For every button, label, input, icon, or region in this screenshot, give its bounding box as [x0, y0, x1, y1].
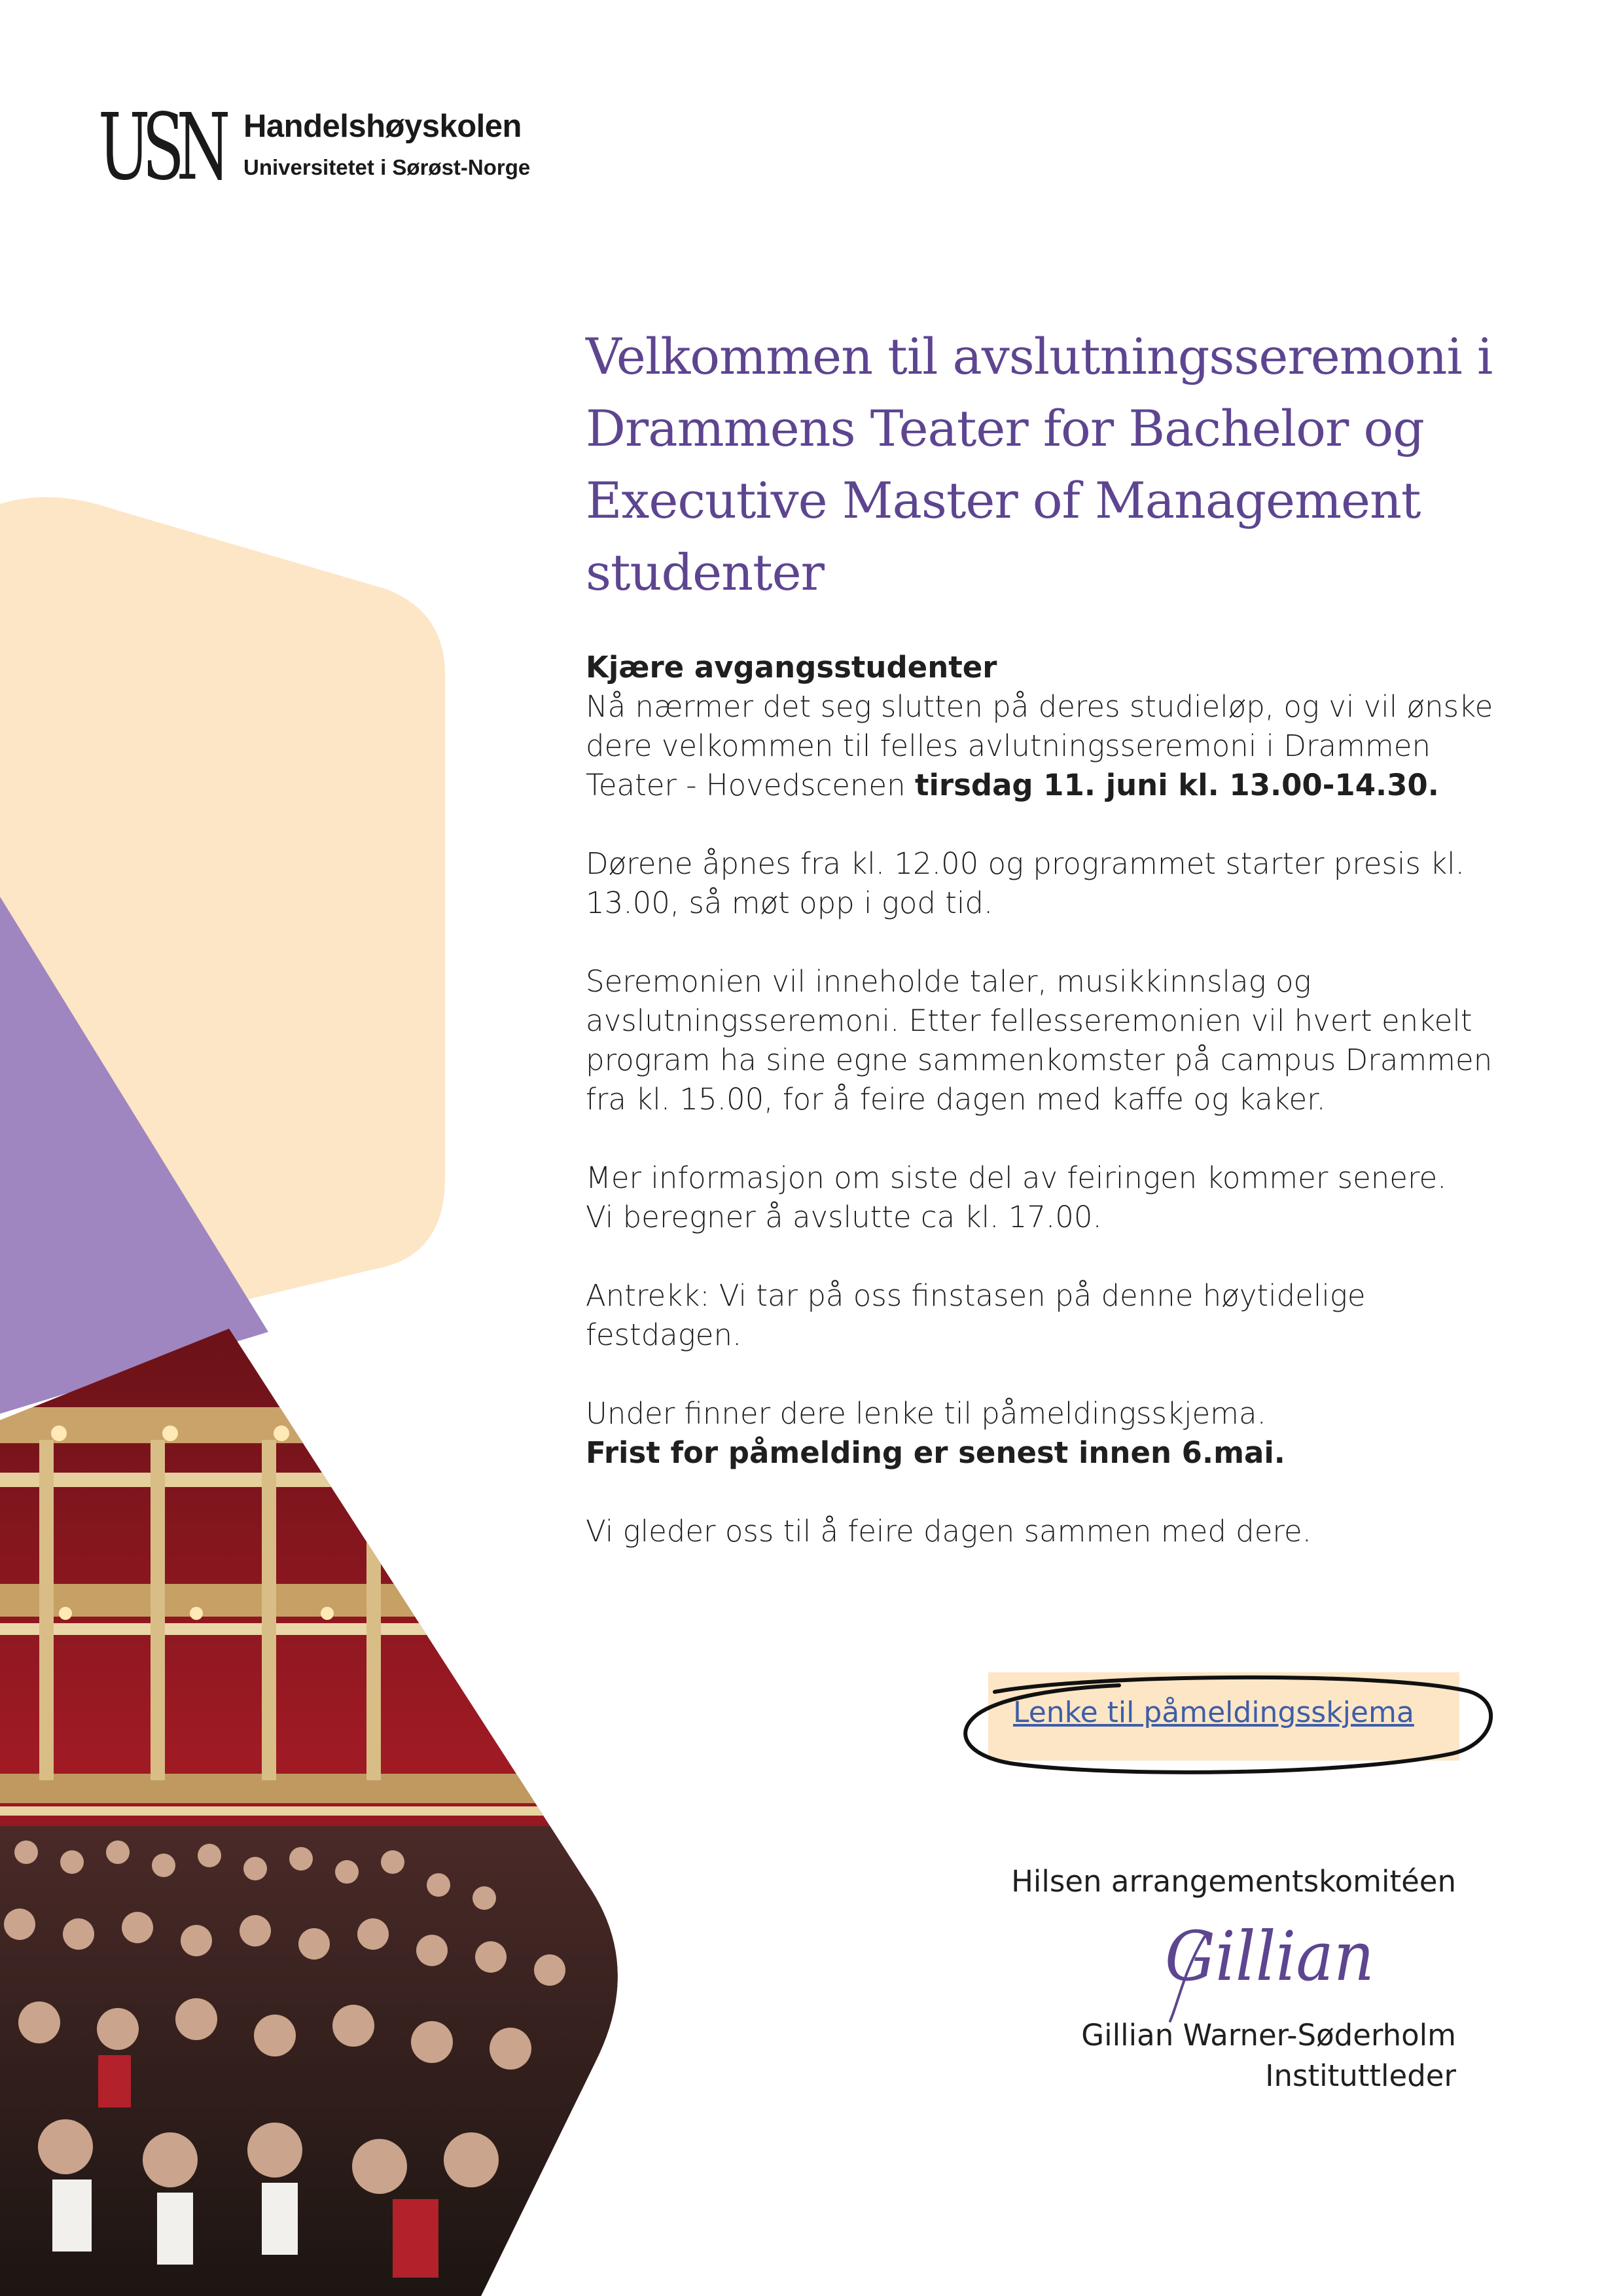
intro-text: Nå nærmer det seg slutten på deres studieløp, og vi vil ønske dere velkommen til felles avlutningsseremoni i Drammen Teater - Hovedscenen: [586, 689, 1493, 802]
heading-line-3: Executive Master of Management: [586, 471, 1421, 529]
registration-line: Under finner dere lenke til påmeldingsskjema.: [586, 1396, 1266, 1431]
paragraph-registration: [586, 1394, 1528, 1473]
logo-subtitle: Universitetet i Sørøst-Norge: [243, 155, 531, 179]
signature-text: Gillian: [1165, 1916, 1374, 1996]
page-heading: [586, 321, 1554, 609]
invitation-body: [586, 648, 1528, 1590]
logo-name: Handelshøyskolen: [243, 109, 522, 144]
more-info-line-1: Mer informasjon om siste del av feiringen kommer senere.: [586, 1160, 1447, 1195]
signoff-greeting: Hilsen arrangementskomitéen: [1011, 1864, 1456, 1899]
usn-logo: [98, 94, 582, 201]
greeting: Kjære avgangsstudenter: [586, 650, 997, 685]
heading-line-2: Drammens Teater for Bachelor og: [586, 399, 1424, 457]
registration-link[interactable]: Lenke til påmeldingsskjema: [1013, 1696, 1414, 1729]
paragraph-doors: Dørene åpnes fra kl. 12.00 og programmet starter presis kl. 13.00, så møt opp i god tid.: [586, 846, 1465, 920]
event-date-time: tirsdag 11. juni kl. 13.00-14.30.: [914, 768, 1439, 802]
paragraph-closing: Vi gleder oss til å feire dagen sammen med dere.: [586, 1514, 1311, 1549]
more-info-line-2: Vi beregner å avslutte ca kl. 17.00.: [586, 1200, 1102, 1234]
theatre-photo: [0, 1322, 654, 2296]
heading-line-1: Velkommen til avslutningsseremoni i: [586, 327, 1493, 386]
usn-logo-mark: [98, 94, 228, 201]
signer-name: Gillian Warner-Søderholm: [1081, 2018, 1456, 2053]
paragraph-intro: [586, 648, 1528, 805]
paragraph-more-info: [586, 1158, 1528, 1237]
signature: [1158, 1911, 1387, 2029]
registration-deadline: Frist for påmelding er senest innen 6.mai.: [586, 1435, 1285, 1470]
registration-link-area: [955, 1666, 1492, 1777]
heading-line-4: studenter: [586, 543, 824, 601]
paragraph-dress-code: Antrekk: Vi tar på oss finstasen på denne høytidelige festdagen.: [586, 1278, 1366, 1352]
paragraph-program: Seremonien vil inneholde taler, musikkinnslag og avslutningsseremoni. Etter fellesseremonien vil hvert enkelt program ha sine egne sammenkomster på campus Drammen fra kl. 15.00, for å feire dagen med kaffe og kaker.: [586, 964, 1493, 1117]
signer-title: Instituttleder: [1265, 2058, 1456, 2093]
usn-logo-mark-text: USN: [98, 94, 228, 201]
